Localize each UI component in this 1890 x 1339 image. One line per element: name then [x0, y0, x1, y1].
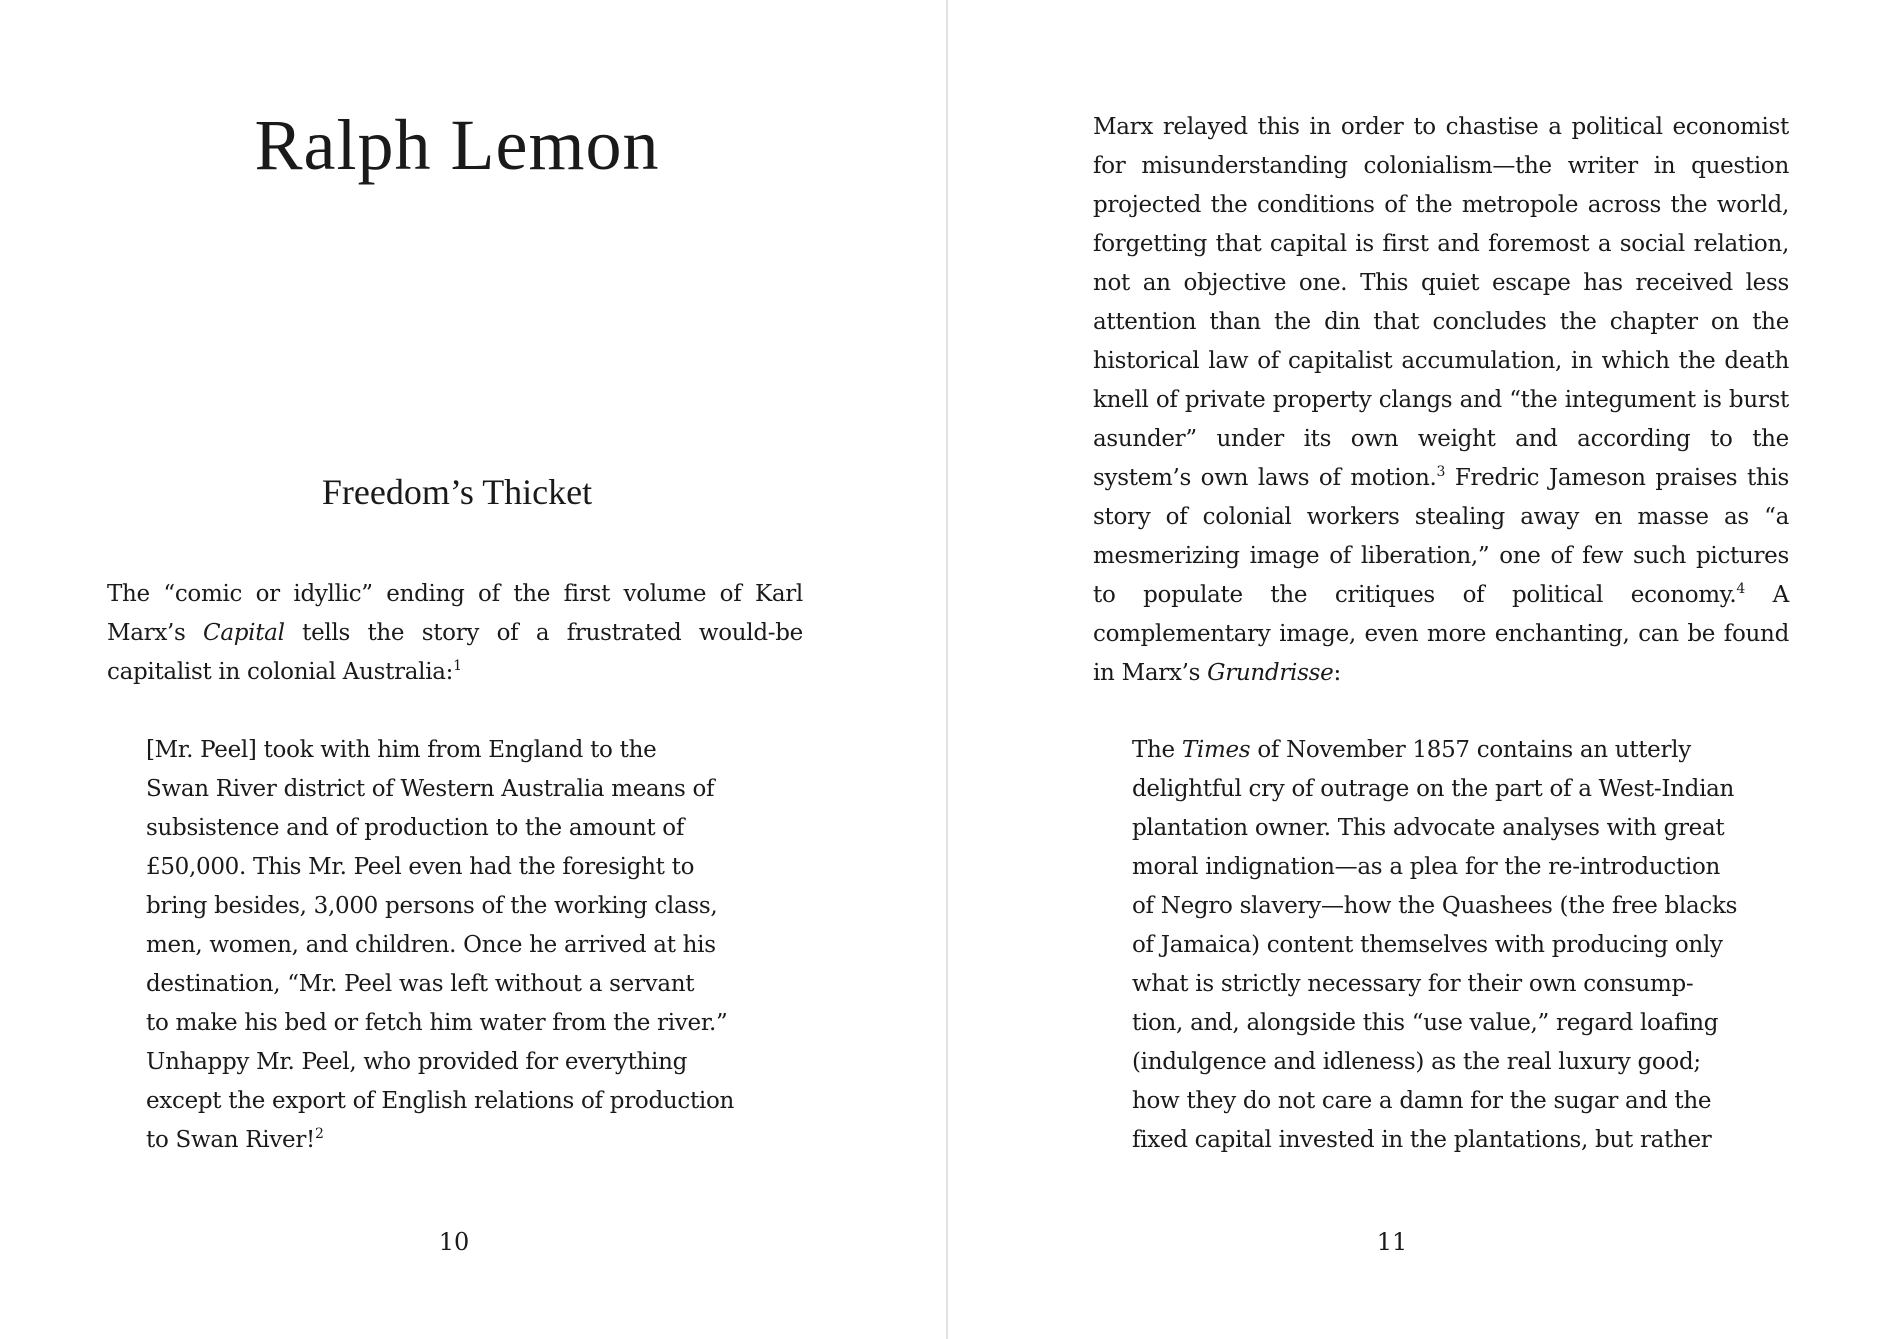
- quote-line: moral indignation—as a plea for the re-introduction: [1132, 854, 1721, 880]
- quote-line: [Mr. Peel] took with him from England to the: [146, 737, 657, 763]
- right-page: [949, 0, 1890, 1339]
- quote-line-text: to Swan River!: [146, 1127, 315, 1153]
- quote-line: delightful cry of outrage on the part of a West-Indian: [1132, 776, 1735, 802]
- quote-line: (indulgence and idleness) as the real luxury good;: [1132, 1049, 1701, 1075]
- quote-line: Unhappy Mr. Peel, who provided for everything: [146, 1049, 688, 1075]
- quote-line-last: [146, 1121, 786, 1160]
- footnote-marker-4: 4: [1736, 581, 1746, 597]
- page-number-right: 11: [1376, 1228, 1408, 1256]
- quote-line: fixed capital invested in the plantations, but rather: [1132, 1127, 1712, 1153]
- quote-line: what is strictly necessary for their own consump-: [1132, 971, 1694, 997]
- quote-line: how they do not care a damn for the sugar and the: [1132, 1088, 1712, 1114]
- quote-line: except the export of English relations of production: [146, 1088, 735, 1114]
- intro-text-1: The “comic or idyllic” ending of the first volume of Karl Marx’s: [107, 581, 803, 646]
- quote-lead: The: [1132, 737, 1182, 763]
- quote-line: of Jamaica) content themselves with producing only: [1132, 932, 1723, 958]
- footnote-marker-2: 2: [315, 1126, 324, 1142]
- quote-line: men, women, and children. Once he arrived at his: [146, 932, 716, 958]
- essay-title: Freedom’s Thicket: [321, 472, 593, 512]
- quote-line: plantation owner. This advocate analyses with great: [1132, 815, 1725, 841]
- page-number-left: 10: [438, 1228, 470, 1256]
- author-name: Ralph Lemon: [254, 105, 660, 185]
- quote-first-line: [1132, 731, 1789, 770]
- block-quote-times: [1132, 731, 1789, 1160]
- quote-line: tion, and, alongside this “use value,” regard loafing: [1132, 1010, 1719, 1036]
- footnote-marker-1: 1: [453, 658, 462, 674]
- body-text-3: A complementary image, even more enchanting, can be found in Marx’s: [1093, 582, 1789, 686]
- body-italic-title: Grundrisse: [1207, 660, 1334, 686]
- quote-line: Swan River district of Western Australia means of: [146, 776, 715, 802]
- block-quote-peel: [146, 731, 786, 1160]
- intro-italic-title: Capital: [203, 620, 285, 646]
- intro-paragraph: [107, 575, 803, 692]
- intro-text-2: tells the story of a frustrated would-be capitalist in colonial Australia:: [107, 620, 803, 685]
- quote-line: of Negro slavery—how the Quashees (the free blacks: [1132, 893, 1738, 919]
- body-text-4: :: [1333, 660, 1341, 686]
- body-paragraph: [1093, 108, 1789, 693]
- body-text-2: Fredric Jameson praises this story of colonial workers stealing away en masse as “a mesmerizing image of liberation,” one of few such pictures to populate the critiques of political economy.: [1093, 465, 1789, 608]
- quote-italic-title: Times: [1181, 737, 1251, 763]
- quote-first-line-rest: of November 1857 contains an utterly: [1250, 737, 1691, 763]
- quote-line: £50,000. This Mr. Peel even had the foresight to: [146, 854, 695, 880]
- quote-line: bring besides, 3,000 persons of the working class,: [146, 893, 718, 919]
- quote-line: destination, “Mr. Peel was left without a servant: [146, 971, 695, 997]
- quote-line: to make his bed or fetch him water from the river.”: [146, 1010, 728, 1036]
- page-gutter: [946, 0, 948, 1339]
- quote-line: subsistence and of production to the amount of: [146, 815, 685, 841]
- body-text-1: Marx relayed this in order to chastise a political economist for misunderstanding colonialism—the writer in question projected the conditions of the metropole across the world, forgetting that capital is first and foremost a social relation, not an objective one. This quiet escape has received less attention than the din that concludes the chapter on the historical law of capitalist accumulation, in which the death knell of private property clangs and “the integument is burst asunder” under its own weight and according to the system’s own laws of motion.: [1093, 114, 1789, 491]
- footnote-marker-3: 3: [1436, 464, 1446, 480]
